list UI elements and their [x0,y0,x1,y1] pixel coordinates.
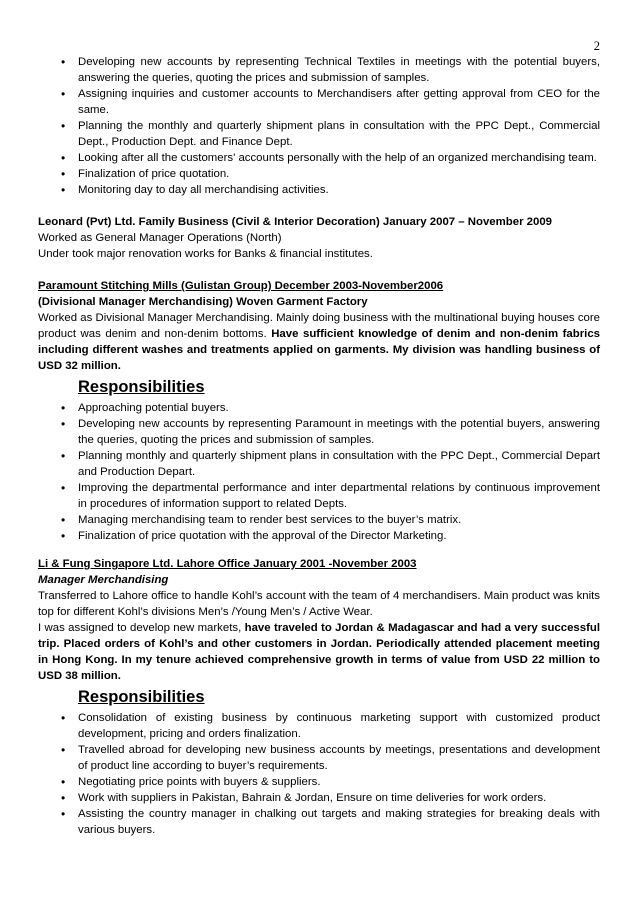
paramount-responsibilities-list [38,400,600,544]
leonard-section [38,214,600,262]
lifung-description-1: Transferred to Lahore office to handle Kohl’s account with the team of 4 merchandisers. Main product was knits top for different Kohl’s divisions Men’s /Young Men’s / Active Wear. [38,590,600,618]
list-item: • Work with suppliers in Pakistan, Bahrain & Jordan, Ensure on time deliveries for work orders. [78,790,600,806]
intro-bullet-list [38,54,600,198]
list-item: • Finalization of price quotation. [78,166,600,182]
list-item: • Managing merchandising team to render best services to the buyer’s matrix. [78,512,600,528]
list-item: • Looking after all the customers' accounts personally with the help of an organized merchandising team. [78,150,600,166]
list-item: • Assigning inquiries and customer accounts to Merchandisers after getting approval from CEO for the same. [78,86,600,118]
list-item: • Improving the departmental performance and inter departmental relations by continuous improvement in procedures of information support to related Depts. [78,480,600,512]
resume-page-content [38,54,600,838]
leonard-title: Leonard (Pvt) Ltd. Family Business (Civil & Interior Decoration) January 2007 – November 2009 [38,216,553,228]
paramount-title: Paramount Stitching Mills (Gulistan Group) December 2003-November2006 [38,280,444,292]
list-item: • Developing new accounts by representing Paramount in meetings with the potential buyers, answering the queries, quoting the prices and submission of samples. [78,416,600,448]
list-item: • Approaching potential buyers. [78,400,600,416]
lifung-section [38,556,600,838]
paramount-description-highlight: Have sufficient knowledge of denim and non-denim fabrics including different washes and treatments applied on garments. My division was handling business of USD 32 million. [38,328,600,372]
paramount-responsibilities-heading: Responsibilities [78,378,205,396]
paramount-description [38,310,600,374]
lifung-role: Manager Merchandising [38,574,169,586]
leonard-role: Worked as General Manager Operations (North) [38,232,282,244]
lifung-description-highlight: have traveled to Jordan & Madagascar and had a very successful trip. Placed orders of Kohl’s and other customers in Jordan. Periodically attended placement meeting in Hong Kong. In my tenure achieved comprehensive growth in terms of value from USD 22 million to USD 38 million. [38,622,600,682]
leonard-description: Under took major renovation works for Banks & financial institutes. [38,248,373,260]
lifung-description-text: I was assigned to develop new markets, [38,622,245,634]
list-item: • Developing new accounts by representing Technical Textiles in meetings with the potential buyers, answering the queries, quoting the prices and submission of samples. [78,54,600,86]
list-item: • Finalization of price quotation with the approval of the Director Marketing. [78,528,600,544]
lifung-responsibilities-heading: Responsibilities [78,688,205,706]
list-item: • Consolidation of existing business by continuous marketing support with customized product development, pricing and orders finalization. [78,710,600,742]
list-item: • Planning monthly and quarterly shipment plans in consultation with the PPC Dept., Commercial Depart and Production Depart. [78,448,600,480]
paramount-description-text: Worked as Divisional Manager Merchandising. Mainly doing business with the multinational buying houses core product was denim and non-denim bottoms. [38,312,600,340]
paramount-section [38,278,600,544]
list-item: • Negotiating price points with buyers & suppliers. [78,774,600,790]
lifung-title: Li & Fung Singapore Ltd. Lahore Office January 2001 -November 2003 [38,558,417,570]
list-item: • Travelled abroad for developing new business accounts by meetings, presentations and development of product line according to buyer’s requirements. [78,742,600,774]
lifung-responsibilities-list [38,710,600,838]
page-number: 2 [593,39,600,53]
lifung-description-2 [38,620,600,684]
paramount-role: (Divisional Manager Merchandising) Woven Garment Factory [38,296,368,308]
list-item: • Assisting the country manager in chalking out targets and making strategies for breaking deals with various buyers. [78,806,600,838]
list-item: • Planning the monthly and quarterly shipment plans in consultation with the PPC Dept., Commercial Dept., Production Dept. and Finance Dept. [78,118,600,150]
list-item: • Monitoring day to day all merchandising activities. [78,182,600,198]
